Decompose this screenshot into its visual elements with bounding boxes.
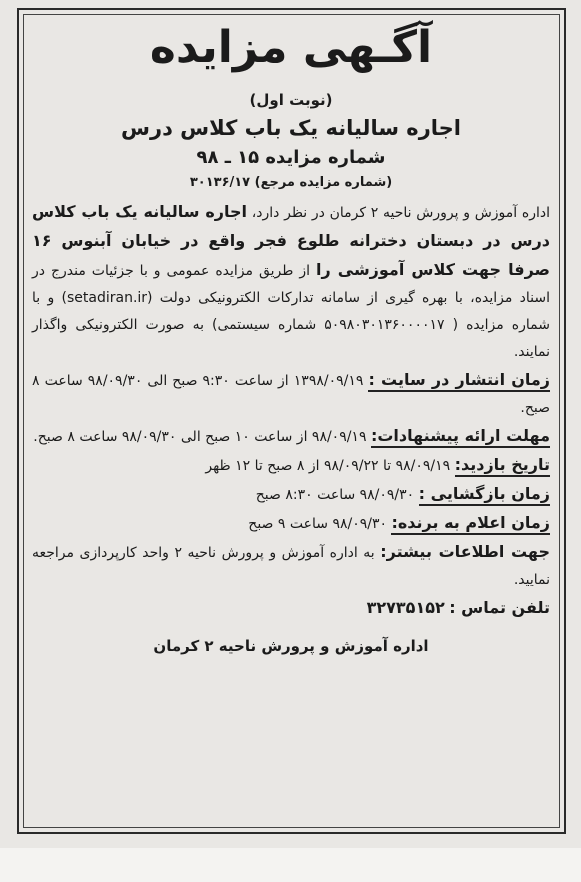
publish-time-row [32, 366, 550, 422]
bottom-margin [0, 848, 581, 882]
info-text: به اداره آموزش و پرورش ناحیه ۲ واحد کارپردازی مراجعه نمایید. [32, 545, 550, 588]
signature: اداره آموزش و پرورش ناحیه ۲ کرمان [153, 637, 429, 655]
winner-row [32, 509, 550, 538]
intro-text-3: و با شماره مزایده ( ۵۰۹۸۰۳۰۱۳۶۰۰۰۰۱۷ شماره سیستمی) به صورت الکترونیکی واگذار نمایند. [32, 290, 550, 360]
info-row [32, 538, 550, 594]
reference-number: (شماره مزایده مرجع) ۳۰۱۳۶/۱۷ [189, 175, 393, 190]
opening-text: ۹۸/۰۹/۳۰ ساعت ۸:۳۰ صبح [255, 487, 415, 503]
opening-row [32, 480, 550, 509]
info-label: جهت اطلاعات بیشتر: [380, 542, 551, 561]
deadline-row [32, 422, 550, 451]
publish-time-text: ۱۳۹۸/۰۹/۱۹ از ساعت ۹:۳۰ صبح الی ۹۸/۰۹/۳۰ ساعت ۸ صبح. [32, 373, 550, 416]
intro-paragraph [32, 198, 550, 366]
notice-title: آگـهی مزایده [149, 22, 433, 73]
intro-bold-text: اجاره سالیانه یک باب کلاس درس در دبستان دخترانه طلوع فجر واقع در خیابان آبنوس ۱۶ صرفا جهت کلاس آموزشی را [32, 202, 551, 279]
notice-round: (نوبت اول) [249, 91, 333, 109]
winner-label: زمان اعلام به برنده: [391, 513, 550, 535]
website-link[interactable]: (setadiran.ir) [61, 290, 153, 306]
visit-row [32, 451, 550, 480]
opening-label: زمان بازگشایی : [419, 484, 550, 506]
notice-body [32, 16, 550, 655]
phone-value: ۳۲۷۳۵۱۵۲ [366, 598, 445, 617]
visit-text: ۹۸/۰۹/۱۹ تا ۹۸/۰۹/۲۲ از ۸ صبح تا ۱۲ ظهر [205, 458, 451, 474]
deadline-text: ۹۸/۰۹/۱۹ از ساعت ۱۰ صبح الی ۹۸/۰۹/۳۰ ساعت ۸ صبح. [33, 429, 367, 445]
publish-time-label: زمان انتشار در سایت : [368, 370, 550, 392]
winner-text: ۹۸/۰۹/۳۰ ساعت ۹ صبح [248, 516, 387, 532]
deadline-label: مهلت ارائه پیشنهادات: [371, 426, 550, 448]
visit-label: تاریخ بازدید: [455, 455, 550, 477]
auction-number: شماره مزایده ۱۵ ـ ۹۸ [196, 147, 386, 168]
intro-text-1: اداره آموزش و پرورش ناحیه ۲ کرمان در نظر دارد، [251, 205, 550, 221]
phone-label: تلفن تماس : [449, 598, 550, 617]
phone-row [32, 594, 550, 623]
intro-text-2: از طریق مزایده عمومی و با جزئیات مندرج در اسناد مزایده، با بهره گیری از سامانه تدارکات الکترونیکی دولت [32, 263, 551, 306]
notice-subject: اجاره سالیانه یک باب کلاس درس [121, 116, 461, 140]
